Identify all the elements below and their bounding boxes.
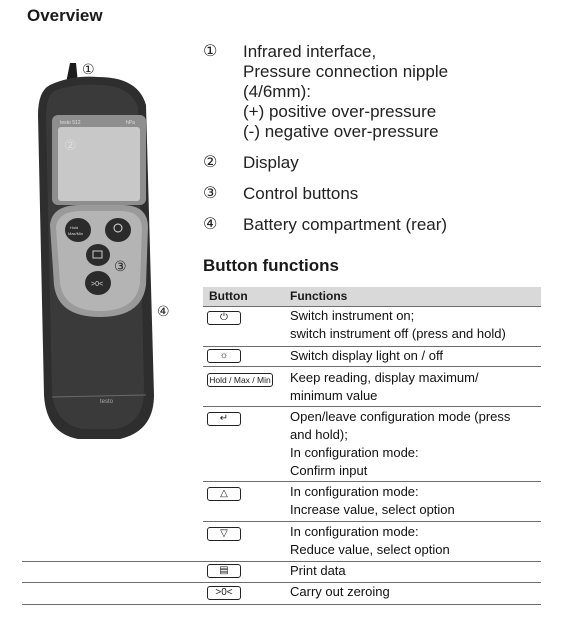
overview-heading: Overview — [27, 6, 103, 25]
table-row: Print data — [290, 563, 346, 578]
table-row: In configuration mode: Reduce value, select option — [290, 524, 450, 557]
table-row: Switch display light on / off — [290, 348, 443, 363]
up-icon: △ — [207, 487, 241, 501]
enter-icon: ↵ — [207, 412, 241, 426]
overview-num: ③ — [203, 185, 218, 202]
header-functions: Functions — [290, 289, 348, 303]
overview-line: Battery compartment (rear) — [243, 215, 448, 234]
svg-text:>0<: >0< — [91, 281, 104, 288]
power-button — [105, 218, 131, 242]
table-row: Switch instrument on; switch instrument off (press and hold) — [290, 308, 506, 341]
table-row: Carry out zeroing — [290, 584, 390, 599]
model-label: testo 512 — [60, 120, 81, 126]
button-functions-heading: Button functions — [203, 256, 339, 275]
table-header — [203, 287, 541, 306]
marker-4: ④ — [157, 303, 170, 319]
print-icon: ▤ — [207, 564, 241, 578]
marker-1: ① — [82, 61, 95, 77]
light-icon: ☼ — [207, 349, 241, 363]
overview-num: ④ — [203, 216, 218, 233]
brand-logo: testo — [100, 399, 114, 405]
marker-2: ② — [64, 137, 77, 153]
svg-text:Max/Min: Max/Min — [68, 231, 84, 236]
overview-line: Control buttons — [243, 184, 359, 203]
header-button: Button — [209, 289, 248, 303]
hold-button — [65, 218, 91, 242]
hold-icon: Hold / Max / Min — [207, 373, 273, 387]
overview-line: Infrared interface, — [243, 42, 377, 61]
table-row: In configuration mode: Increase value, select option — [290, 484, 455, 517]
overview-num: ② — [203, 154, 218, 171]
power-icon: ⏻ — [207, 311, 241, 325]
down-icon: ▽ — [207, 527, 241, 541]
overview-line: Pressure connection nipple — [243, 62, 449, 81]
unit-label: hPa — [126, 120, 135, 126]
svg-text:Hold: Hold — [70, 225, 79, 230]
table-row: Open/leave configuration mode (press and hold); In configuration mode: Confirm input — [290, 409, 511, 478]
overview-line: (4/6mm): — [243, 82, 311, 101]
marker-3: ③ — [114, 258, 127, 274]
overview-line: (-) negative over-pressure — [243, 122, 439, 141]
overview-line: Display — [243, 153, 299, 172]
print-button — [86, 244, 110, 266]
device-illustration — [30, 55, 170, 450]
overview-line: (+) positive over-pressure — [243, 102, 437, 121]
overview-num: ① — [203, 43, 218, 60]
zero-icon: >0< — [207, 586, 241, 600]
table-row: Keep reading, display maximum/ minimum value — [290, 370, 479, 403]
